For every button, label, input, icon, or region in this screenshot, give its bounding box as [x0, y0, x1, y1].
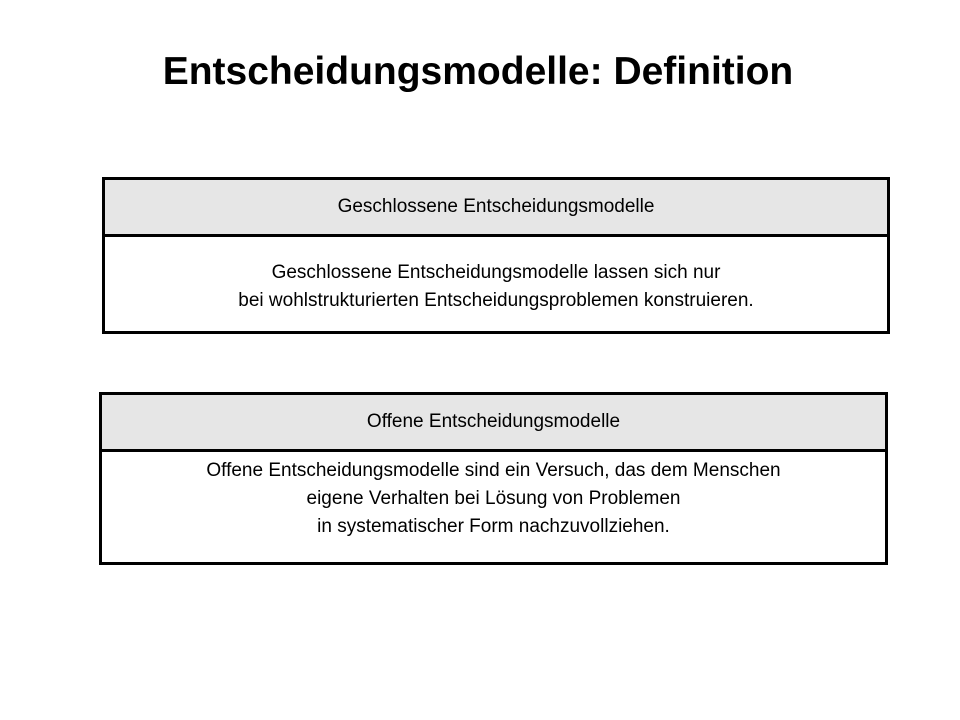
closed-models-definition — [105, 237, 887, 315]
closed-models-header: Geschlossene Entscheidungsmodelle — [105, 180, 887, 237]
definition-line: bei wohlstrukturierten Entscheidungsproblemen konstruieren. — [238, 290, 754, 311]
page-title: Entscheidungsmodelle: Definition — [162, 50, 794, 93]
definition-line: eigene Verhalten bei Lösung von Problemen — [306, 488, 681, 509]
definition-line: Offene Entscheidungsmodelle sind ein Versuch, das dem Menschen — [206, 460, 781, 481]
open-models-box — [99, 392, 888, 565]
open-models-definition — [102, 452, 885, 541]
definition-line: Geschlossene Entscheidungsmodelle lassen sich nur — [271, 262, 721, 283]
definition-line: in systematischer Form nachzuvollziehen. — [317, 516, 670, 537]
open-models-header: Offene Entscheidungsmodelle — [102, 395, 885, 452]
closed-models-box — [102, 177, 890, 334]
